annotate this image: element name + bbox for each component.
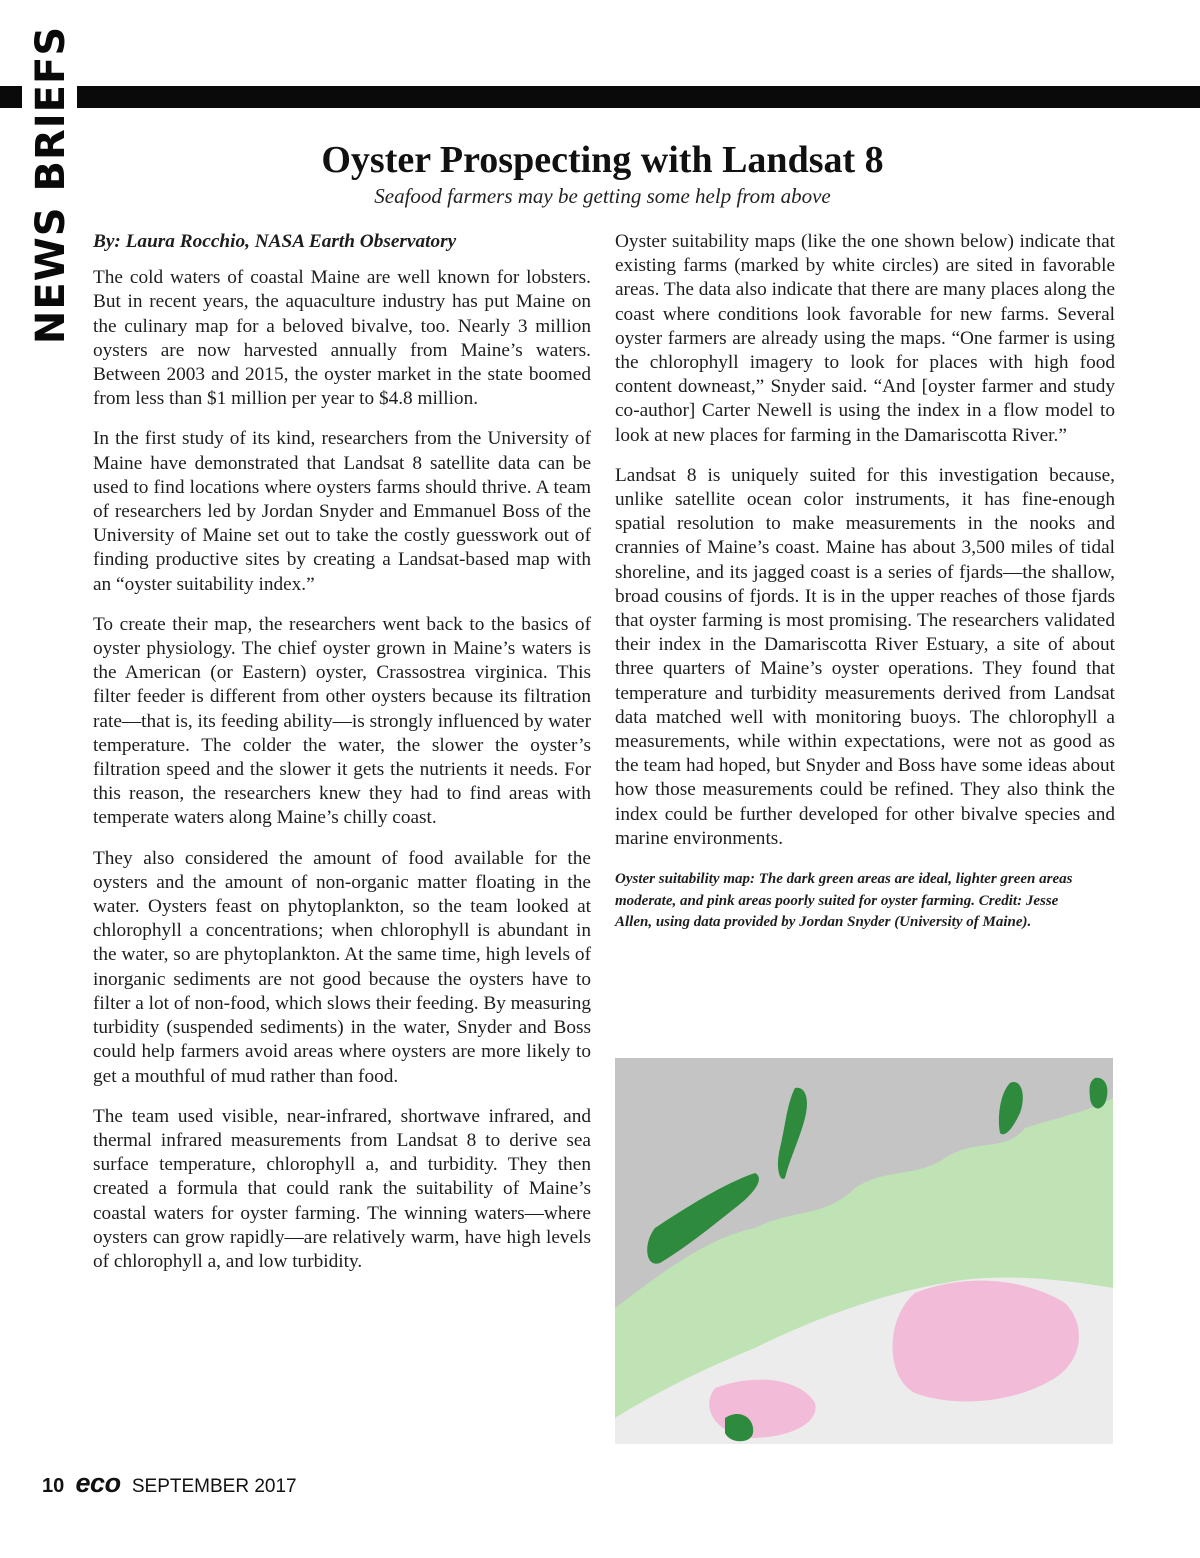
article-title: Oyster Prospecting with Landsat 8 — [321, 139, 884, 181]
byline: By: Laura Rocchio, NASA Earth Observatory — [93, 231, 457, 252]
paragraph: The team used visible, near-infrared, shortwave infrared, and thermal infrared measurements from Landsat 8 to derive sea surface temperature, chlorophyll a, and turbidity. They then created a formula that could rank the suitability of Maine’s coastal waters for oyster farming. The winning waters—where oysters can grow rapidly—are relatively warm, have high levels of chlorophyll a, and low turbidity. — [93, 1105, 591, 1272]
paragraph: Oyster suitability maps (like the one shown below) indicate that existing farms (marked by white circles) are sited in favorable areas. The data also indicate that there are many places along the coast where conditions look favorable for new farms. Several oyster farmers are already using the maps. “One farmer is using the chlorophyll imagery to look for places with high food content downeast,” Snyder said. “And [oyster farmer and study co-author] Carter Newell is using the index in a flow model to look at new places for farming in the Damariscotta River.” — [615, 231, 1115, 446]
page-number: 10 — [42, 1475, 65, 1497]
paragraph: The cold waters of coastal Maine are well known for lobsters. But in recent years, the aquaculture industry has put Maine on the culinary map for a beloved bivalve, too. Nearly 3 million oysters are now harvested annually from Maine’s waters. Between 2003 and 2015, the oyster market in the state boomed from less than $1 million per year to $4.8 million. — [93, 267, 591, 410]
section-label: NEWS BRIEFS — [28, 25, 74, 345]
paragraph: To create their map, the researchers went back to the basics of oyster physiology. The chief oyster grown in Maine’s waters is the American (or Eastern) oyster, Crassostrea virginica. This filter feeder is different from other oysters because its filtration rate—that is, its feeding ability—is strongly influenced by water temperature. The colder the water, the slower the oyster’s filtration speed and the slower it gets the nutrients it needs. For this reason, the researchers knew they had to find areas with temperate waters along Maine’s chilly coast. — [93, 613, 591, 829]
article-subtitle: Seafood farmers may be getting some help from above — [374, 184, 831, 208]
header-bar — [77, 86, 1200, 108]
paragraph: Landsat 8 is uniquely suited for this investigation because, unlike satellite ocean color instruments, it has fine-enough spatial resolution to make measurements in the nooks and crannies of Maine’s coast. Maine has about 3,500 miles of tidal shoreline, and its jagged coast is a series of fjards—the shallow, broad cousins of fjords. It is in the upper reaches of those fjards that oyster farming is most promising. The researchers validated their index in the Damariscotta River Estuary, a site of about three quarters of Maine’s oyster operations. They found that temperature and turbidity measurements derived from Landsat data matched well with monitoring buoys. The chlorophyll a measurements, while within expectations, were not as good as the team had hoped, but Snyder and Boss have some ideas about how those measurements could be refined. They also think the index could be further developed for other bivalve species and marine environments. — [615, 464, 1115, 849]
magazine-logo: eco — [75, 1468, 121, 1498]
paragraph: In the first study of its kind, researchers from the University of Maine have demonstrated that Landsat 8 satellite data can be used to find locations where oysters farms should thrive. A team of researchers led by Jordan Snyder and Emmanuel Boss of the University of Maine set out to take the costly guesswork out of finding productive sites by creating a Landsat-based map with an “oyster suitability index.” — [93, 428, 591, 595]
page-footer — [42, 1468, 297, 1499]
figure-caption: Oyster suitability map: The dark green areas are ideal, lighter green areas moderate, and pink areas poorly suited for oyster farming. Credit: Jesse Allen, using data provided by Jordan Snyder (University of Maine). — [615, 871, 1073, 931]
oyster-suitability-map — [615, 1058, 1113, 1444]
map-image — [615, 1058, 1113, 1444]
right-column — [615, 230, 1115, 934]
left-column — [93, 230, 591, 1290]
paragraph: They also considered the amount of food available for the oysters and the amount of non-organic matter floating in the water. Oysters feast on phytoplankton, so the team looked at chlorophyll a concentrations; when chlorophyll is abundant in the water, so are phytoplankton. At the same time, high levels of inorganic sediments are not good because the oysters have to filter a lot of non-food, which slows their feeding. By measuring turbidity (suspended sediments) in the water, Snyder and Boss could help farmers avoid areas where oysters are more likely to get a mouthful of mud rather than food. — [93, 847, 591, 1087]
header-bar-left — [0, 86, 22, 108]
issue-date: SEPTEMBER 2017 — [131, 1476, 297, 1497]
